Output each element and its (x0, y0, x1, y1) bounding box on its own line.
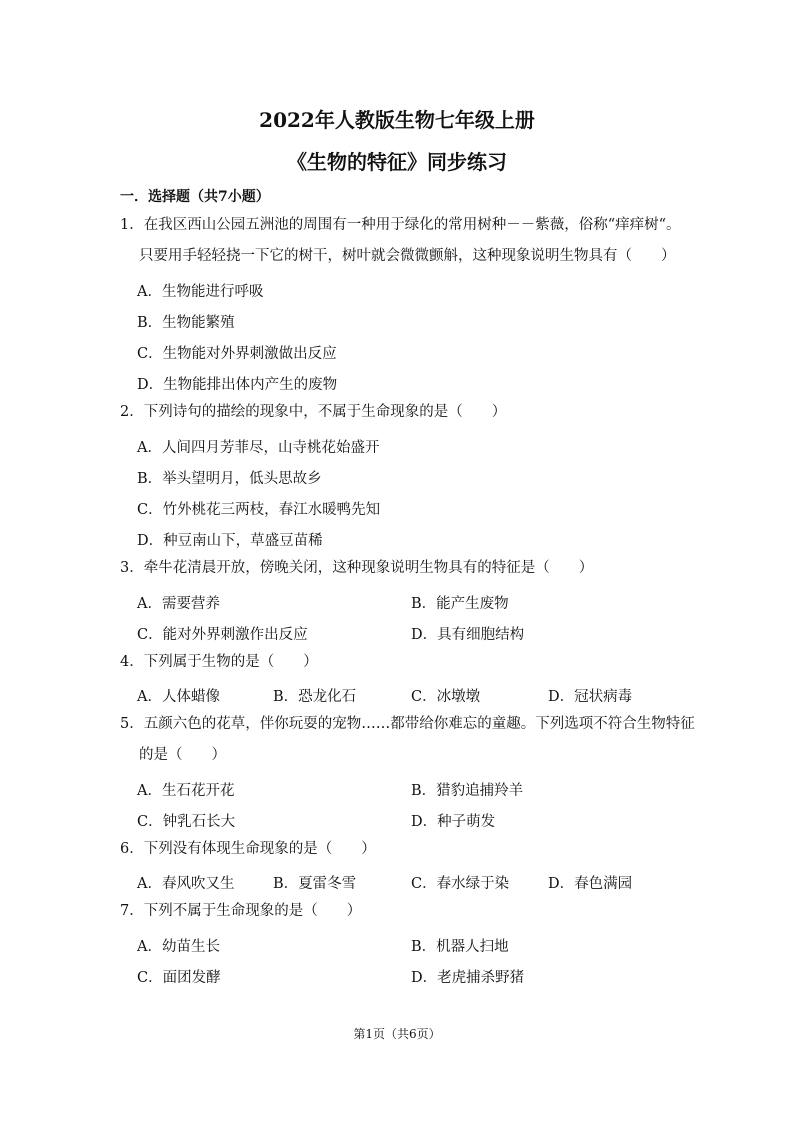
question-2-stem: 2．下列诗句的描绘的现象中，不属于生命现象的是（ ） (120, 404, 507, 420)
question-1-stem-line2: 只要用手轻轻挠一下它的树干，树叶就会微微颤斛，这种现象说明生物具有（ ） (139, 248, 676, 264)
document-subtitle: 《生物的特征》同步练习 (287, 150, 507, 174)
section-heading: 一．选择题（共7小题） (120, 189, 270, 205)
question-3-option-d: D．具有细胞结构 (411, 627, 525, 643)
question-5-stem-line2: 的是（ ） (139, 747, 226, 763)
question-6-option-d: D．春色满园 (548, 876, 633, 892)
question-7-stem: 7．下列不属于生命现象的是（ ） (120, 903, 362, 919)
question-6 (120, 834, 680, 865)
question-3 (120, 553, 680, 584)
question-1-option-b: B．生物能繁殖 (137, 315, 235, 331)
question-2-option-d: D．种豆南山下，草盛豆苗稀 (137, 533, 323, 549)
question-2 (120, 397, 680, 428)
question-5-option-c: C．钟乳石长大 (137, 814, 236, 830)
question-4-option-c: C．冰墩墩 (411, 689, 481, 705)
question-4-option-d: D．冠状病毒 (548, 689, 633, 705)
question-6-option-b: B．夏雷冬雪 (273, 876, 357, 892)
question-1-stem-line1: 1．在我区西山公园五洲池的周围有一种用于绿化的常用树种－－紫薇，俗称“痒痒树“。 (120, 217, 681, 233)
question-5-option-a: A．生石花开花 (137, 783, 235, 799)
question-1-option-c: C．生物能对外界刺激做出反应 (137, 346, 337, 362)
question-7-option-c: C．面团发酵 (137, 970, 221, 986)
question-2-option-b: B．举头望明月，低头思故乡 (137, 471, 322, 487)
question-6-option-a: A．春风吹又生 (137, 876, 235, 892)
question-4-option-a: A．人体蜡像 (137, 689, 220, 705)
question-5 (120, 709, 695, 771)
question-3-option-c: C．能对外界刺激作出反应 (137, 627, 308, 643)
question-6-option-c: C．春水绿于染 (411, 876, 510, 892)
question-2-option-c: C．竹外桃花三两枝，春江水暖鸭先知 (137, 502, 381, 518)
question-3-stem: 3．牵牛花清晨开放，傍晚关闭，这种现象说明生物具有的特征是（ ） (120, 560, 594, 576)
question-1 (120, 210, 680, 272)
page-footer: 第1页（共6页） (353, 1027, 441, 1041)
question-4 (120, 647, 680, 678)
question-3-option-a: A．需要营养 (137, 596, 220, 612)
question-5-option-d: D．种子萌发 (411, 814, 496, 830)
question-7-option-b: B．机器人扫地 (411, 939, 509, 955)
question-1-option-d: D．生物能排出体内产生的废物 (137, 377, 338, 393)
question-7-option-a: A．幼苗生长 (137, 939, 220, 955)
document-title: 2022年人教版生物七年级上册 (259, 108, 535, 132)
question-4-stem: 4．下列属于生物的是（ ） (120, 654, 318, 670)
question-5-option-b: B．猎豹追捕羚羊 (411, 783, 524, 799)
question-7-option-d: D．老虎捕杀野猪 (411, 970, 525, 986)
question-5-stem-line1: 5．五颜六色的花草，伴你玩耍的宠物……都带给你难忘的童趣。下列选项不符合生物特征 (120, 716, 695, 732)
question-6-stem: 6．下列没有体现生命现象的是（ ） (120, 841, 376, 857)
question-4-option-b: B．恐龙化石 (273, 689, 357, 705)
question-2-option-a: A．人间四月芳菲尽，山寺桃花始盛开 (137, 440, 380, 456)
question-7 (120, 896, 680, 927)
question-1-option-a: A．生物能进行呼吸 (137, 284, 264, 300)
question-3-option-b: B．能产生废物 (411, 596, 509, 612)
